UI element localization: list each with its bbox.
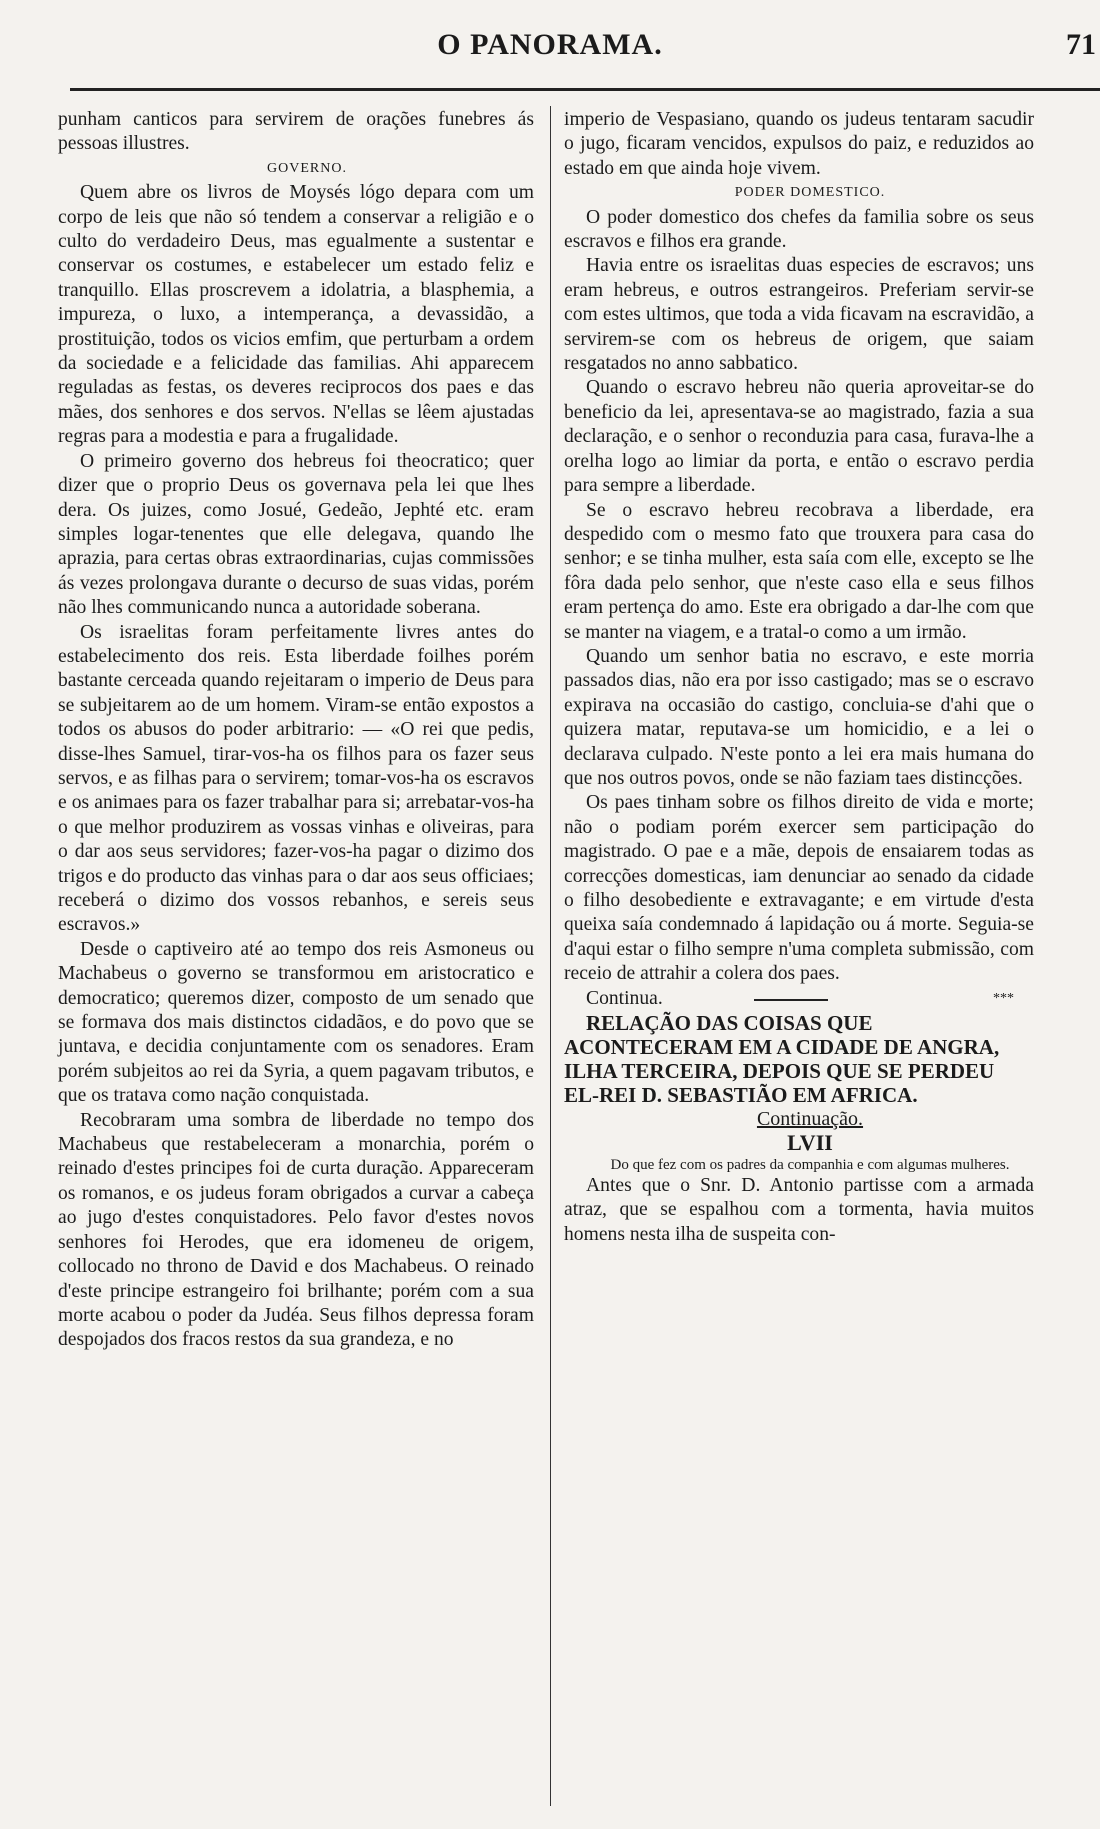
section-heading-poder-domestico: PODER DOMESTICO. [734, 185, 886, 201]
paragraph: Desde o captiveiro até ao tempo dos reis Asmoneus ou Machabeus o governo se transformou em aristocratico e democratico; queremos dizer, composto de um senado que se formava dos mais distinctos cidadãos, e do povo que se juntava, e decidia conjuntamente com os senadores. Eram porém subjeitos ao rei da Syria, a quem pagavam tributos, e que os tratava como nação conquistada. [58, 938, 534, 1107]
publication-title: O PANORAMA. [437, 28, 663, 61]
masthead [0, 28, 1100, 68]
continua-line [564, 987, 1034, 1011]
paragraph: Quem abre os livros de Moysés lógo depara com um corpo de leis que não só tendem a conservar a religião e o culto do verdadeiro Deus, mas egualmente a sustentar e conservar os costumes, e estabelecer um estado feliz e tranquillo. Ellas proscrevem a idolatria, a blasphemia, a impureza, o luxo, a intemperança, a devassidão, a prostituição, todos os vicios emfim, que perturbam a ordem da sociedade e a felicidade das familias. Ahi apparecem reguladas as festas, os deveres reciprocos dos paes e das mães, dos senhores e dos servos. N'ellas se lêem ajustadas regras para a modestia e para a frugalidade. [58, 182, 534, 448]
paragraph: Quando o escravo hebreu não queria aproveitar-se do beneficio da lei, apresentava-se ao magistrado, fazia a sua declaração, e o senhor o reconduzia para casa, furava-lhe a orelha logo ao limiar da porta, e então o escravo perdia para sempre a liberdade. [564, 377, 1034, 497]
section-heading-governo: GOVERNO. [267, 160, 347, 176]
left-column [58, 108, 534, 1353]
paragraph: imperio de Vespasiano, quando os judeus tentaram sacudir o jugo, ficaram vencidos, expulsos do paiz, e reduzidos ao estado em que ainda hoje vivem. [564, 109, 1034, 179]
paragraph: O primeiro governo dos hebreus foi theocratico; quer dizer que o proprio Deus os governava pela lei que lhes dera. Os juizes, como Josué, Gedeão, Jephté etc. eram simples logar-tenentes que elle delegava, quando lhe aprazia, para certas obras extraordinarias, cujas commissões ás vezes prolongava durante o decurso de suas vidas, porém não lhes communicando nunca a autoridade soberana. [58, 450, 534, 619]
paragraph: punham canticos para servirem de orações funebres ás pessoas illustres. [58, 109, 534, 155]
paragraph: Se o escravo hebreu recobrava a liberdade, era despedido com o mesmo fato que trouxera para casa do senhor; e se tinha mulher, esta saía com elle, excepto se lhe fôra dada pelo senhor, que n'este caso ella e seus filhos eram pertença do amo. Este era obrigado a dar-lhe com que se manter na viagem, e a tratal-o como a um irmão. [564, 499, 1034, 643]
paragraph: Antes que o Snr. D. Antonio partisse com a armada atraz, que se espalhou com a tormenta, havia muitos homens nesta ilha de suspeita con- [564, 1174, 1034, 1245]
header-rule [70, 88, 1100, 91]
paragraph: O poder domestico dos chefes da familia sobre os seus escravos e filhos era grande. [564, 206, 1034, 253]
paragraph: Os paes tinham sobre os filhos direito de vida e morte; não o podiam porém exercer sem participação do magistrado. O pae e a mãe, depois de ensaiarem todas as correcções domesticas, iam denunciar ao senado da cidade o filho desobediente e extravagante; e em virtude d'esta queixa saía condemnado á lapidação ou á morte. Seguia-se d'aqui estar o filho sempre n'uma completa submissão, com receio de attrahir a colera dos paes. [564, 792, 1034, 985]
page-number: 71 [1066, 28, 1096, 61]
article-title: RELAÇÃO DAS COISAS QUE ACONTECERAM EM A CIDADE DE ANGRA, ILHA TERCEIRA, DEPOIS QUE SE PERDEU EL-REI D. SEBASTIÃO EM AFRICA. [564, 1011, 1000, 1108]
continua-label: Continua. [586, 987, 663, 1009]
paragraph: Os israelitas foram perfeitamente livres antes do estabelecimento dos reis. Esta liberdade foilhes porém bastante cerceada quando rejeitaram o imperio de Deus para se subjeitarem ao de um homem. Viram-se então expostos a todos os abusos do poder arbitrario: — «O rei que pedis, disse-lhes Samuel, tirar-vos-ha os filhos para os fazer seus servos, e as filhas para o servirem; tomar-vos-ha os escravos e os animaes para os fazer trabalhar para si; arrebatar-vos-ha o que melhor produzirem as vossas vinhas e oliveiras, para o dar aos seus servidores; fazer-vos-ha pagar o dizimo dos trigos e do producto das vinhas para o dar aos seus officiaes; receberá o dizimo dos vossos rebanhos, e sereis seus escravos.» [58, 621, 534, 936]
paragraph: Quando um senhor batia no escravo, e este morria passados dias, não era por isso castigado; mas se o escravo expirava na occasião do castigo, concluia-se d'ahi que o quizera matar, reputava-se um homicidio, e a lei o declarava culpado. N'este ponto a lei era mais humana do que nos outros povos, onde se não faziam taes distincções. [564, 645, 1034, 789]
right-column [564, 108, 1034, 1247]
continuation-label: Continuação. [756, 1108, 864, 1131]
separator-rule [754, 999, 828, 1001]
chapter-number: LVII [787, 1130, 833, 1156]
asterism: *** [993, 990, 1014, 1006]
paragraph: Recobraram uma sombra de liberdade no tempo dos Machabeus que restabeleceram a monarchia, porém o reinado d'estes principes foi de curta duração. Appareceram os romanos, e os judeus foram obrigados a curvar a cabeça ao jugo d'estes conquistadores. Pelo favor d'estes novos senhores foi Herodes, que era idomeneu de origem, collocado no throno de David e dos Machabeus. O reinado d'este principe estrangeiro foi brilhante; porém com a sua morte acabou o poder da Judéa. Seus filhos depressa foram despojados dos fracos restos da sua grandeza, e no [58, 1109, 534, 1351]
column-divider [550, 106, 551, 1806]
chapter-description: Do que fez com os padres da companhia e com algumas mulheres. [610, 1156, 1010, 1173]
paragraph: Havia entre os israelitas duas especies de escravos; uns eram hebreus, e outros estrangeiros. Preferiam servir-se com estes ultimos, que toda a vida ficavam na escravidão, a servirem-se com os hebreus de origem, que saiam resgatados no anno sabbatico. [564, 255, 1034, 375]
